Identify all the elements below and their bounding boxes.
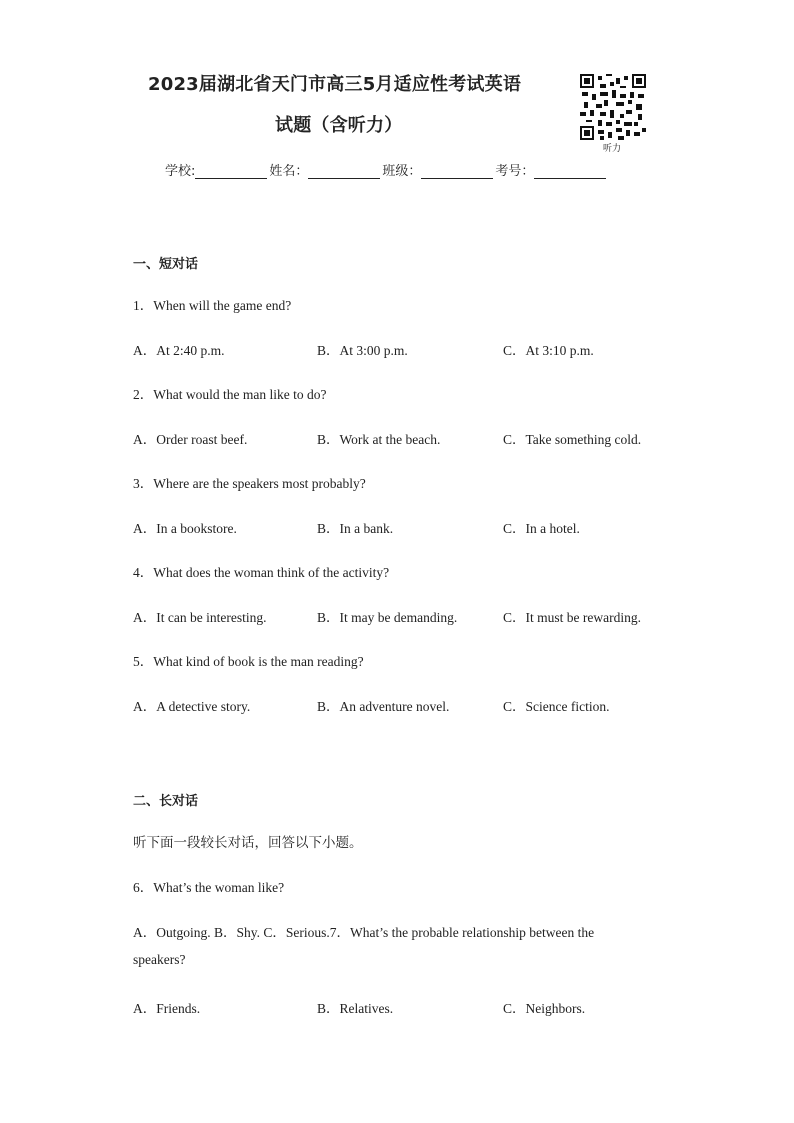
- q3-option-a[interactable]: A．In a bookstore.: [133, 521, 237, 536]
- q1-option-c[interactable]: C．At 3:10 p.m.: [503, 343, 594, 358]
- q5-option-c[interactable]: C．Science fiction.: [503, 699, 610, 714]
- q4-option-c[interactable]: C．It must be rewarding.: [503, 610, 641, 625]
- q4-option-b[interactable]: B．It may be demanding.: [317, 610, 458, 625]
- q3-option-b[interactable]: B．In a bank.: [317, 521, 394, 536]
- q7-option-b[interactable]: B．Relatives.: [317, 1001, 394, 1016]
- exam-no-label: 考号：: [495, 164, 535, 179]
- class-field[interactable]: [421, 164, 493, 179]
- q6-options-q7-line: A．Outgoing. B．Shy. C．Serious.7．What’s the probable relationship between the: [133, 925, 595, 940]
- page-title-line2: 试题（含听力）: [275, 115, 403, 136]
- q2-option-c[interactable]: C．Take something cold.: [503, 432, 642, 447]
- question-5: 5．What kind of book is the man reading?: [133, 654, 364, 669]
- q2-option-b[interactable]: B．Work at the beach.: [317, 432, 441, 447]
- q7-option-a[interactable]: A．Friends.: [133, 1001, 201, 1016]
- q7-option-c[interactable]: C．Neighbors.: [503, 1001, 586, 1016]
- school-field[interactable]: [195, 164, 267, 179]
- q7-continued: speakers?: [133, 952, 186, 967]
- q1-option-b[interactable]: B．At 3:00 p.m.: [317, 343, 408, 358]
- section1-title: 一、短对话: [133, 257, 199, 272]
- page-title-line1: 2023届湖北省天门市高三5月适应性考试英语: [148, 74, 522, 95]
- question-1: 1．When will the game end?: [133, 298, 292, 313]
- q4-option-a[interactable]: A．It can be interesting.: [133, 610, 267, 625]
- question-3: 3．Where are the speakers most probably?: [133, 476, 366, 491]
- q3-option-c[interactable]: C．In a hotel.: [503, 521, 580, 536]
- q5-option-a[interactable]: A．A detective story.: [133, 699, 251, 714]
- question-6: 6．What’s the woman like?: [133, 880, 285, 895]
- q2-option-a[interactable]: A．Order roast beef.: [133, 432, 248, 447]
- question-2: 2．What would the man like to do?: [133, 387, 327, 402]
- school-label: 学校:: [165, 164, 196, 179]
- student-info-line: [165, 160, 608, 179]
- section2-intro: 听下面一段较长对话，回答以下小题。: [133, 835, 363, 851]
- question-4: 4．What does the woman think of the activity?: [133, 565, 390, 580]
- name-label: 姓名：: [269, 164, 309, 179]
- q1-option-a[interactable]: A．At 2:40 p.m.: [133, 343, 225, 358]
- qr-code-icon[interactable]: [580, 74, 646, 140]
- qr-label: 听力: [603, 144, 622, 154]
- section2-title: 二、长对话: [133, 794, 199, 809]
- class-label: 班级：: [382, 164, 422, 179]
- q5-option-b[interactable]: B．An adventure novel.: [317, 699, 450, 714]
- name-field[interactable]: [308, 164, 380, 179]
- exam-no-field[interactable]: [534, 164, 606, 179]
